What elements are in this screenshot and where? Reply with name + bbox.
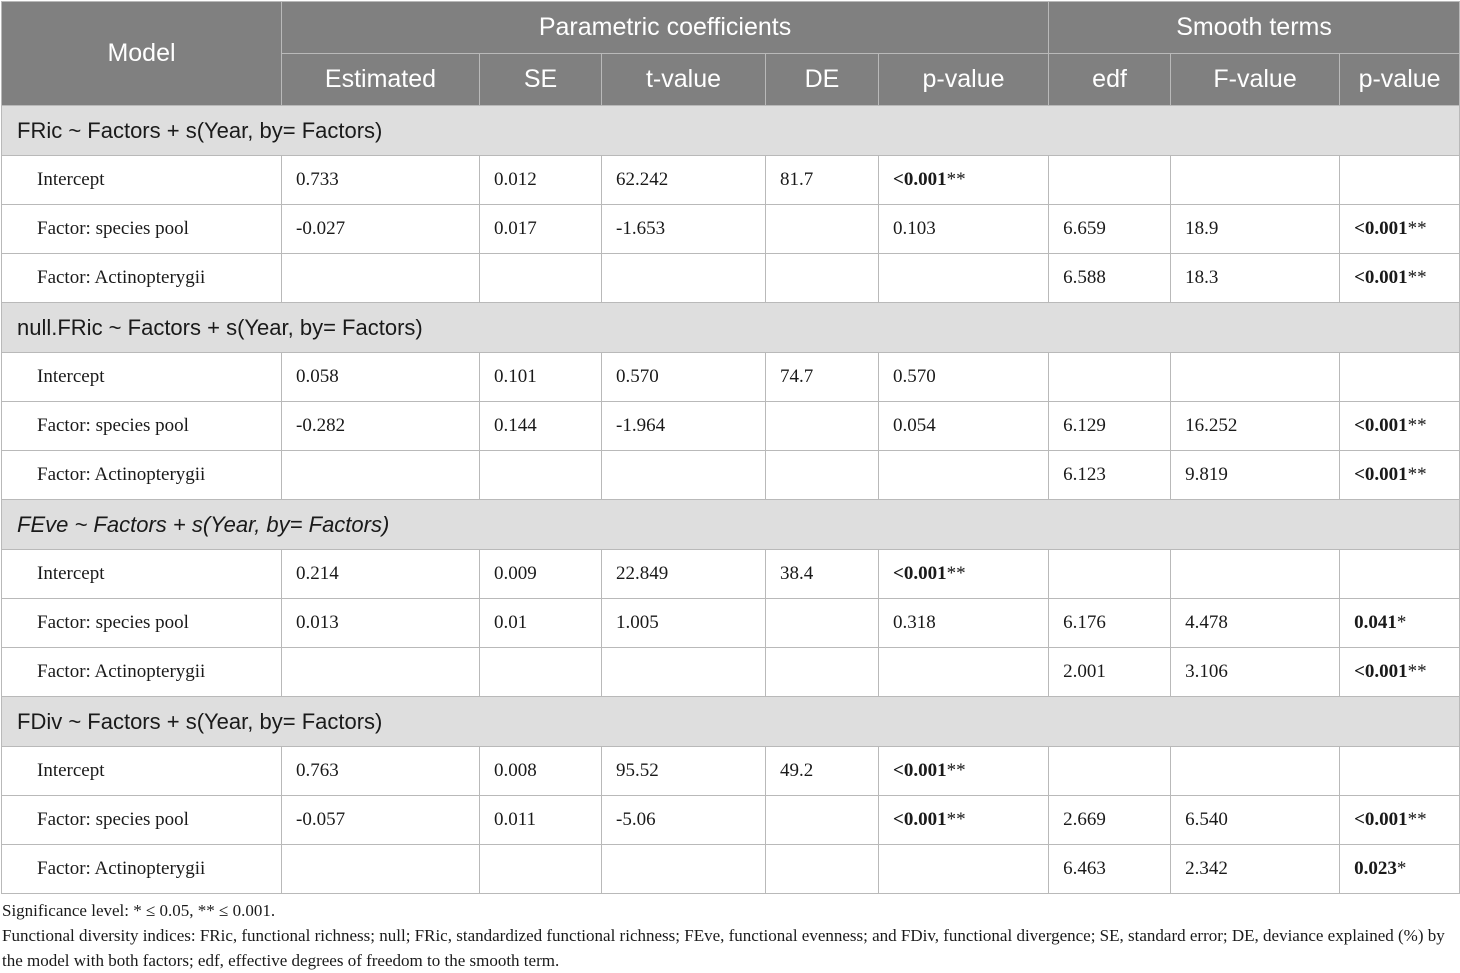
header-model: Model (2, 2, 282, 106)
se-cell (480, 254, 602, 303)
smooth-p-value-cell-stars: * (1396, 858, 1407, 879)
smooth-p-value-cell-stars: ** (1407, 809, 1427, 830)
table-row (2, 402, 1460, 451)
f-value-cell (1171, 156, 1340, 205)
smooth-p-value-cell-value: <0.001 (1354, 809, 1408, 830)
row-label: Intercept (2, 550, 282, 599)
row-label: Factor: species pool (2, 599, 282, 648)
smooth-p-value-cell-value: <0.001 (1354, 415, 1408, 436)
header-p-value: p-value (879, 54, 1049, 106)
edf-cell: 2.669 (1049, 796, 1171, 845)
estimated-cell (282, 845, 480, 894)
de-cell (766, 205, 879, 254)
p-value-cell (879, 550, 1049, 599)
row-label: Factor: Actinopterygii (2, 845, 282, 894)
estimated-cell: 0.013 (282, 599, 480, 648)
model-formula: FDiv ~ Factors + s(Year, by= Factors) (2, 697, 1460, 747)
row-label: Factor: species pool (2, 402, 282, 451)
de-cell: 38.4 (766, 550, 879, 599)
row-label: Factor: Actinopterygii (2, 451, 282, 500)
f-value-cell: 16.252 (1171, 402, 1340, 451)
gam-results-table (1, 1, 1460, 894)
smooth-p-value-cell-value: <0.001 (1354, 218, 1408, 239)
se-cell: 0.101 (480, 353, 602, 402)
t-value-cell: 95.52 (602, 747, 766, 796)
p-value-cell-stars: ** (946, 563, 966, 584)
p-value-cell-value: <0.001 (893, 169, 947, 190)
estimated-cell: 0.058 (282, 353, 480, 402)
t-value-cell (602, 451, 766, 500)
smooth-p-value-cell-value: <0.001 (1354, 267, 1408, 288)
edf-cell: 6.588 (1049, 254, 1171, 303)
de-cell (766, 254, 879, 303)
smooth-p-value-cell (1340, 845, 1460, 894)
t-value-cell: -5.06 (602, 796, 766, 845)
se-cell: 0.144 (480, 402, 602, 451)
smooth-p-value-cell-stars: ** (1407, 267, 1427, 288)
de-cell (766, 599, 879, 648)
table-row (2, 599, 1460, 648)
smooth-p-value-cell-value: 0.023 (1354, 858, 1397, 879)
model-group-row (2, 106, 1460, 156)
smooth-p-value-cell (1340, 402, 1460, 451)
se-cell: 0.011 (480, 796, 602, 845)
smooth-p-value-cell (1340, 254, 1460, 303)
se-cell: 0.008 (480, 747, 602, 796)
model-group-row (2, 697, 1460, 747)
p-value-cell (879, 796, 1049, 845)
model-group-row (2, 303, 1460, 353)
p-value-cell-stars: ** (946, 169, 966, 190)
p-value-cell: 0.318 (879, 599, 1049, 648)
f-value-cell (1171, 747, 1340, 796)
de-cell: 74.7 (766, 353, 879, 402)
edf-cell: 6.463 (1049, 845, 1171, 894)
t-value-cell: 1.005 (602, 599, 766, 648)
f-value-cell: 9.819 (1171, 451, 1340, 500)
smooth-p-value-cell (1340, 205, 1460, 254)
smooth-p-value-cell-value: 0.041 (1354, 612, 1397, 633)
t-value-cell: -1.964 (602, 402, 766, 451)
p-value-cell-value: <0.001 (893, 760, 947, 781)
f-value-cell: 2.342 (1171, 845, 1340, 894)
table-row (2, 747, 1460, 796)
de-cell: 49.2 (766, 747, 879, 796)
p-value-cell (879, 451, 1049, 500)
smooth-p-value-cell-stars: ** (1407, 464, 1427, 485)
header-edf: edf (1049, 54, 1171, 106)
p-value-cell: 0.570 (879, 353, 1049, 402)
abbreviations-note: Functional diversity indices: FRic, functional richness; null; FRic, standardized functional richness; FEve, functional evenness; and FDiv, functional divergence; SE, standard error; DE, deviance explained (%) by the model with both factors; edf, effective degrees of freedom to the smooth term. (2, 926, 1445, 970)
f-value-cell: 4.478 (1171, 599, 1340, 648)
table-row (2, 796, 1460, 845)
header-smooth-p-value: p-value (1340, 54, 1460, 106)
se-cell (480, 451, 602, 500)
model-formula: null.FRic ~ Factors + s(Year, by= Factors) (2, 303, 1460, 353)
t-value-cell (602, 845, 766, 894)
estimated-cell: 0.733 (282, 156, 480, 205)
header-se: SE (480, 54, 602, 106)
de-cell (766, 796, 879, 845)
table-footnotes (2, 898, 1458, 973)
smooth-p-value-cell-stars: ** (1407, 415, 1427, 436)
table-row (2, 648, 1460, 697)
f-value-cell: 6.540 (1171, 796, 1340, 845)
smooth-p-value-cell (1340, 648, 1460, 697)
t-value-cell (602, 254, 766, 303)
f-value-cell: 3.106 (1171, 648, 1340, 697)
se-cell (480, 648, 602, 697)
estimated-cell: 0.763 (282, 747, 480, 796)
se-cell: 0.009 (480, 550, 602, 599)
row-label: Intercept (2, 156, 282, 205)
row-label: Factor: Actinopterygii (2, 648, 282, 697)
table-body (2, 106, 1460, 894)
smooth-p-value-cell (1340, 796, 1460, 845)
edf-cell (1049, 156, 1171, 205)
smooth-p-value-cell (1340, 451, 1460, 500)
p-value-cell (879, 156, 1049, 205)
t-value-cell (602, 648, 766, 697)
de-cell (766, 402, 879, 451)
p-value-cell-stars: ** (946, 809, 966, 830)
smooth-p-value-cell (1340, 550, 1460, 599)
p-value-cell (879, 648, 1049, 697)
de-cell (766, 451, 879, 500)
f-value-cell (1171, 550, 1340, 599)
table-header (2, 2, 1460, 106)
header-de: DE (766, 54, 879, 106)
edf-cell: 6.659 (1049, 205, 1171, 254)
p-value-cell-value: <0.001 (893, 563, 947, 584)
p-value-cell: 0.054 (879, 402, 1049, 451)
edf-cell: 6.123 (1049, 451, 1171, 500)
p-value-cell (879, 747, 1049, 796)
smooth-p-value-cell-stars: * (1396, 612, 1407, 633)
estimated-cell: -0.027 (282, 205, 480, 254)
f-value-cell (1171, 353, 1340, 402)
header-t-value: t-value (602, 54, 766, 106)
edf-cell: 2.001 (1049, 648, 1171, 697)
estimated-cell: -0.282 (282, 402, 480, 451)
header-estimated: Estimated (282, 54, 480, 106)
smooth-p-value-cell (1340, 156, 1460, 205)
smooth-p-value-cell-value: <0.001 (1354, 661, 1408, 682)
model-formula: FEve ~ Factors + s(Year, by= Factors) (2, 500, 1460, 550)
se-cell: 0.012 (480, 156, 602, 205)
smooth-p-value-cell-value: <0.001 (1354, 464, 1408, 485)
table-row (2, 254, 1460, 303)
smooth-p-value-cell (1340, 747, 1460, 796)
table-row (2, 205, 1460, 254)
p-value-cell (879, 845, 1049, 894)
row-label: Factor: species pool (2, 205, 282, 254)
row-label: Factor: species pool (2, 796, 282, 845)
smooth-p-value-cell-stars: ** (1407, 661, 1427, 682)
estimated-cell: -0.057 (282, 796, 480, 845)
header-smooth-terms: Smooth terms (1049, 2, 1460, 54)
table-row (2, 156, 1460, 205)
t-value-cell: 0.570 (602, 353, 766, 402)
edf-cell (1049, 550, 1171, 599)
edf-cell: 6.129 (1049, 402, 1171, 451)
p-value-cell-stars: ** (946, 760, 966, 781)
estimated-cell (282, 648, 480, 697)
p-value-cell: 0.103 (879, 205, 1049, 254)
table-row (2, 845, 1460, 894)
smooth-p-value-cell (1340, 353, 1460, 402)
t-value-cell: -1.653 (602, 205, 766, 254)
se-cell: 0.01 (480, 599, 602, 648)
estimated-cell (282, 254, 480, 303)
row-label: Intercept (2, 747, 282, 796)
de-cell: 81.7 (766, 156, 879, 205)
table-row (2, 353, 1460, 402)
significance-note: Significance level: * ≤ 0.05, ** ≤ 0.001. (2, 901, 276, 920)
header-f-value: F-value (1171, 54, 1340, 106)
edf-cell (1049, 353, 1171, 402)
model-formula: FRic ~ Factors + s(Year, by= Factors) (2, 106, 1460, 156)
f-value-cell: 18.9 (1171, 205, 1340, 254)
edf-cell (1049, 747, 1171, 796)
de-cell (766, 845, 879, 894)
table-row (2, 451, 1460, 500)
edf-cell: 6.176 (1049, 599, 1171, 648)
estimated-cell: 0.214 (282, 550, 480, 599)
p-value-cell (879, 254, 1049, 303)
se-cell (480, 845, 602, 894)
header-parametric-coefficients: Parametric coefficients (282, 2, 1049, 54)
t-value-cell: 22.849 (602, 550, 766, 599)
table-row (2, 550, 1460, 599)
smooth-p-value-cell-stars: ** (1407, 218, 1427, 239)
t-value-cell: 62.242 (602, 156, 766, 205)
model-group-row (2, 500, 1460, 550)
smooth-p-value-cell (1340, 599, 1460, 648)
row-label: Intercept (2, 353, 282, 402)
row-label: Factor: Actinopterygii (2, 254, 282, 303)
p-value-cell-value: <0.001 (893, 809, 947, 830)
de-cell (766, 648, 879, 697)
estimated-cell (282, 451, 480, 500)
se-cell: 0.017 (480, 205, 602, 254)
f-value-cell: 18.3 (1171, 254, 1340, 303)
